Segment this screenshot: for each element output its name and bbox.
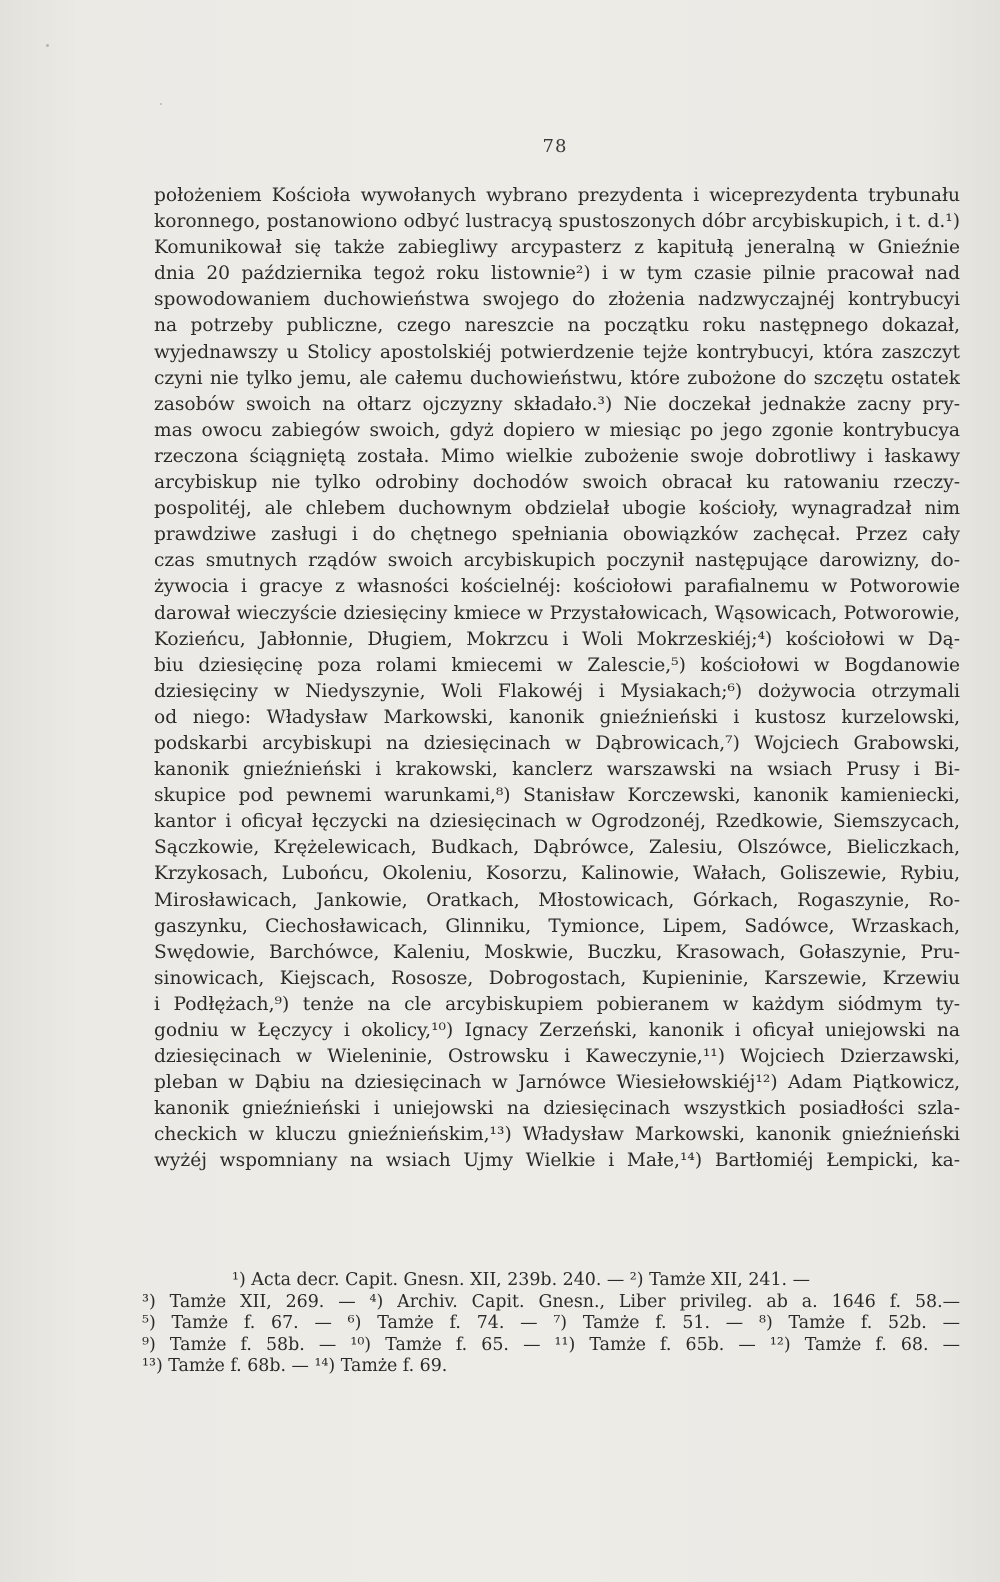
text-line: i Podłężach,⁹) tenże na cle arcybiskupiem pobieranem w każdym siódmym ty- [154, 993, 960, 1015]
text-line: podskarbi arcybiskupi na dziesięcinach w Dąbrowicach,⁷) Wojciech Grabowski, [154, 732, 960, 754]
text-line: wyżéj wspomniany na wsiach Ujmy Wielkie i Małe,¹⁴) Bartłomiéj Łempicki, ka- [154, 1150, 960, 1172]
text-line: kanonik gnieźnieński i krakowski, kanclerz warszawski na wsiach Prusy i Bi- [154, 759, 960, 781]
text-line: Krzykosach, Lubońcu, Okoleniu, Kosorzu, Kalinowie, Wałach, Goliszewie, Rybiu, [154, 863, 960, 885]
footnotes [142, 1270, 960, 1378]
text-line: prawdziwe zasługi i do chętnego spełniania obowiązków zachęcał. Przez cały [154, 524, 960, 546]
text-line: arcybiskup nie tylko odrobiny dochodów swoich obracał ku ratowaniu rzeczy- [154, 472, 960, 494]
text-line: czyni nie tylko jemu, ale całemu duchowieństwu, które zubożone do szczętu ostatek [154, 367, 960, 389]
text-line: biu dziesięcinę poza rolami kmiecemi w Zalescie,⁵) kościołowi w Bogdanowie [154, 654, 960, 676]
text-line: na potrzeby publiczne, czego nareszcie na początku roku następnego dokazał, [154, 315, 960, 337]
text-line: od niego: Władysław Markowski, kanonik gnieźnieński i kustosz kurzelowski, [154, 706, 960, 728]
text-line: żywocia i gracye z własności kościelnéj: kościołowi parafialnemu w Potworowie [154, 576, 960, 598]
text-line: kanonik gnieźnieński i uniejowski na dziesięcinach wszystkich posiadłości szla- [154, 1098, 960, 1120]
main-text [154, 183, 960, 1175]
footnote-line: ³) Tamże XII, 269. — ⁴) Archiv. Capit. Gnesn., Liber privileg. ab a. 1646 f. 58.— [142, 1291, 960, 1312]
text-line: Mirosławicach, Jankowie, Oratkach, Młostowicach, Górkach, Rogaszynie, Ro- [154, 889, 960, 911]
text-line: dziesięciny w Niedyszynie, Woli Flakowéj i Mysiakach;⁶) dożywocia otrzymali [154, 680, 960, 702]
text-line: położeniem Kościoła wywołanych wybrano prezydenta i wiceprezydenta trybunału [154, 185, 960, 206]
footnote-line: ¹) Acta decr. Capit. Gnesn. XII, 239b. 240. — ²) Tamże XII, 241. — [232, 1270, 810, 1290]
text-line: Kozieńcu, Jabłonnie, Długiem, Mokrzcu i Woli Mokrzeskiéj;⁴) kościołowi w Dą- [154, 628, 960, 650]
text-line: mas owocu zabiegów swoich, gdyż dopiero w miesiąc po jego zgonie kontrybucya [154, 419, 960, 441]
text-line: spowodowaniem duchowieństwa swojego do złożenia nadzwyczajnéj kontrybucyi [154, 289, 960, 311]
text-line: zasobów swoich na ołtarz ojczyzny składało.³) Nie doczekał jednakże zacny pry- [154, 393, 960, 415]
footnote-line: ⁵) Tamże f. 67. — ⁶) Tamże f. 74. — ⁷) Tamże f. 51. — ⁸) Tamże f. 52b. — [142, 1313, 960, 1333]
text-line: wyjednawszy u Stolicy apostolskiéj potwierdzenie tejże kontrybucyi, która zaszczyt [154, 341, 960, 363]
text-line: koronnego, postanowiono odbyć lustracyą spustoszonych dóbr arcybiskupich, i t. d.¹) [154, 211, 960, 233]
footnote-line: ¹³) Tamże f. 68b. — ¹⁴) Tamże f. 69. [142, 1356, 448, 1376]
text-line: dnia 20 października tegoż roku listownie²) i w tym czasie pilnie pracował nad [154, 263, 960, 285]
text-line: Sączkowie, Krężelewicach, Budkach, Dąbrówce, Zalesiu, Olszówce, Bieliczkach, [154, 837, 960, 859]
text-line: skupice pod pewnemi warunkami,⁸) Stanisław Korczewski, kanonik kamieniecki, [154, 785, 960, 807]
text-line: pospolitéj, ale chlebem duchownym obdzielał ubogie kościoły, wynagradzał nim [154, 498, 960, 520]
text-line: kantor i oficyał łęczycki na dziesięcinach w Ogrodzonéj, Rzedkowie, Siemszycach, [154, 811, 960, 833]
text-line: darował wieczyście dziesięciny kmiece w Przystałowicach, Wąsowicach, Potworowie, [154, 602, 960, 624]
paper-speck [160, 103, 162, 105]
text-line: czas smutnych rządów swoich arcybiskupich poczynił następujące darowizny, do- [154, 550, 960, 572]
text-line: dziesięcinach w Wieleninie, Ostrowsku i Kaweczynie,¹¹) Wojciech Dzierzawski, [154, 1046, 960, 1068]
text-line: checkich w kluczu gnieźnieńskim,¹³) Władysław Markowski, kanonik gnieźnieński [154, 1124, 960, 1146]
text-line: godniu w Łęczycy i okolicy,¹⁰) Ignacy Zerzeński, kanonik i oficyał uniejowski na [154, 1020, 960, 1041]
text-line: rzeczona ściągniętą została. Mimo wielkie zubożenie swoje dobrotliwy i łaskawy [154, 445, 960, 467]
footnote-line: ⁹) Tamże f. 58b. — ¹⁰) Tamże f. 65. — ¹¹) Tamże f. 65b. — ¹²) Tamże f. 68. — [142, 1334, 960, 1355]
page-number: 78 [542, 136, 568, 157]
paper-speck [46, 44, 49, 47]
text-line: Swędowie, Barchówce, Kaleniu, Moskwie, Buczku, Krasowach, Gołaszynie, Pru- [154, 941, 960, 963]
text-line: gaszynku, Ciechosławicach, Glinniku, Tymionce, Lipem, Sadówce, Wrzaskach, [154, 915, 960, 937]
text-line: Komunikował się także zabiegliwy arcypasterz z kapitułą jeneralną w Gnieźnie [154, 237, 960, 259]
text-line: sinowicach, Kiejscach, Rososze, Dobrogostach, Kupieninie, Karszewie, Krzewiu [154, 967, 960, 989]
text-line: pleban w Dąbiu na dziesięcinach w Jarnówce Wiesiełowskiéj¹²) Adam Piątkowicz, [154, 1072, 960, 1094]
